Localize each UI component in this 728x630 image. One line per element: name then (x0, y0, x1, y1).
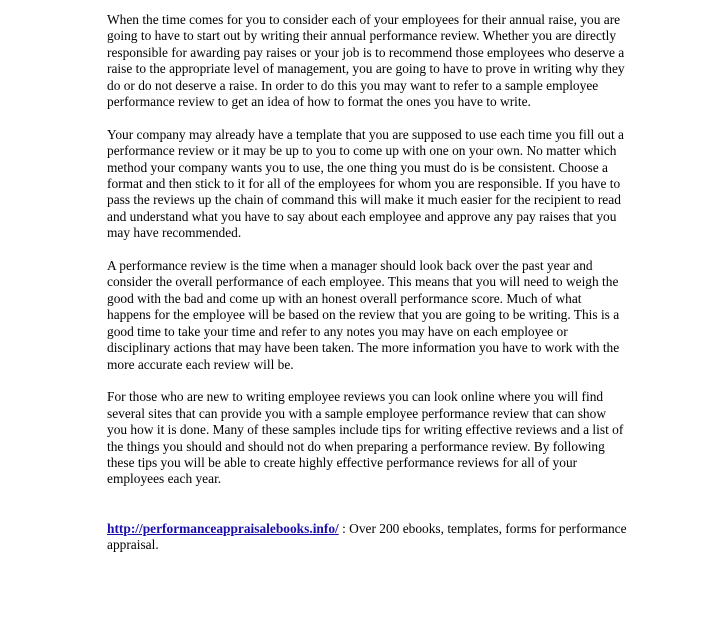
footer-paragraph (107, 521, 627, 554)
body-paragraph-3: A performance review is the time when a manager should look back over the past year and consider the overall performance of each employee. This means that you will need to weigh the good with the bad and come up with an honest overall performance score. Much of what happens for the employee will be based on the review that you are going to be writing. This is a good time to take your time and refer to any notes you may have on each employee or disciplinary actions that may have been taken. The more information you have to work with the more accurate each review will be. (107, 258, 620, 372)
body-paragraph-2: Your company may already have a template that you are supposed to use each time you fill out a performance review or it may be up to you to come up with one on your own. No matter which method your company wants you to use, the one thing you must do is be consistent. Choose a format and then stick to it for all of the employees for whom you are responsible. If you have to pass the reviews up the chain of command this will make it much easier for the recipient to read and understand what you have to say about each employee and approve any pay raises that you may have recommended. (107, 126, 625, 241)
ebooks-link[interactable]: http://performanceappraisalebooks.info/ (107, 520, 339, 536)
footer-text: : Over 200 ebooks, templates, forms for performance appraisal. (107, 520, 627, 553)
body-paragraph-1: When the time comes for you to consider each of your employees for their annual raise, you are going to have to start out by writing their annual performance review. Whether you are directly responsible for awarding pay raises or your job is to recommend those employees who deserve a raise to the appropriate level of management, you are going to have to prove in writing why they do or do not deserve a raise. In order to do this you may want to refer to a sample employee performance review to get an idea of how to format the ones you have to write. (107, 12, 625, 110)
body-paragraph-4: For those who are new to writing employee reviews you can look online where you will find several sites that can provide you with a sample employee performance review that can show you how it is done. Many of these samples include tips for writing effective reviews and a list of the things you should and should not do when preparing a performance review. By following these tips you will be able to create highly effective performance reviews for all of your employees each year. (107, 389, 624, 487)
document-page (107, 12, 627, 570)
